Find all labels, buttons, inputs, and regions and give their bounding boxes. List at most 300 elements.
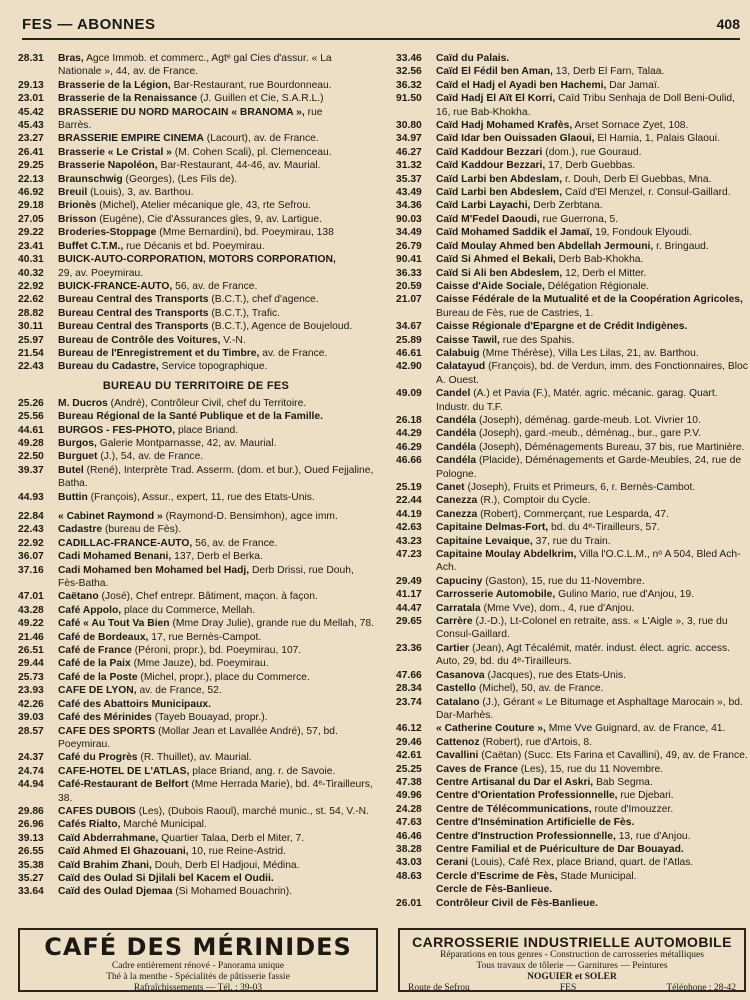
- subscriber-name: Caïd des Oulad Djemaa: [58, 886, 173, 898]
- directory-entry: [18, 550, 374, 563]
- subscriber-details: (Les), 15, rue du 11 Novembre.: [520, 763, 664, 775]
- directory-entry: [18, 751, 374, 764]
- phone-number: 35.37: [396, 173, 422, 185]
- phone-number: 22.43: [18, 361, 44, 373]
- phone-number: 90.03: [396, 213, 422, 225]
- entry-text: [436, 789, 748, 802]
- subscriber-details: V.-N.: [223, 334, 246, 346]
- directory-entry: [18, 132, 374, 145]
- phone-number: 41.17: [396, 589, 422, 601]
- subscriber-details: 37, rue du Train.: [535, 535, 611, 547]
- phone-number: 22.62: [18, 294, 44, 306]
- subscriber-name: Café du Progrès: [58, 752, 138, 764]
- subscriber-details: (B.C.T.), Trafic.: [211, 307, 281, 319]
- subscriber-details: (dom.), rue Gouraud.: [545, 146, 642, 158]
- subscriber-details: place Briand.: [177, 424, 239, 436]
- phone-number: 28.34: [396, 683, 422, 695]
- directory-entry: [18, 617, 374, 630]
- ad-footer: [400, 983, 744, 993]
- directory-list: [396, 52, 748, 910]
- subscriber-name: Caïd du Palais.: [436, 53, 510, 64]
- directory-entry: [18, 604, 374, 617]
- subscriber-details: Quartier Talaa, Derb el Miter, 7.: [161, 832, 305, 844]
- entry-text: [58, 360, 374, 373]
- entry-text: [58, 132, 374, 145]
- subscriber-name: Caïd Larbi ben Abdeslem,: [436, 187, 563, 199]
- phone-number: 30.80: [396, 120, 422, 132]
- subscriber-details: place du Commerce, Mellah.: [124, 604, 256, 616]
- subscriber-name: Caïd Mohamed Saddik el Jamaï,: [436, 227, 593, 239]
- subscriber-name: Caïd el Hadj el Ayadi ben Hachemi,: [436, 79, 607, 91]
- entry-text: [58, 199, 374, 212]
- subscriber-name: Caïd Ahmed El Ghazouani,: [58, 846, 189, 858]
- directory-entry: [18, 818, 374, 831]
- phone-number: 26.41: [18, 146, 44, 158]
- subscriber-details: (Louis), 3, av. Barthou.: [90, 187, 194, 199]
- entry-text: [58, 79, 374, 92]
- directory-entry: [396, 856, 748, 869]
- phone-number: 29.22: [18, 227, 44, 239]
- left-column: [18, 52, 374, 899]
- phone-number: 25.97: [18, 334, 44, 346]
- entry-text: [436, 508, 748, 521]
- directory-entry: [18, 805, 374, 818]
- subscriber-name: Cartier: [436, 642, 470, 654]
- entry-text: [436, 816, 748, 829]
- subscriber-details: (Péroni, propr.), bd. Poeymirau, 107.: [134, 645, 302, 657]
- directory-entry: [396, 803, 748, 816]
- subscriber-details: Agce Immob. et commerc., Agtᵉ gal Cies d'assur. « La Nationale », 44, av. de France.: [58, 53, 332, 78]
- subscriber-name: Centre Artisanal du Dar el Askri,: [436, 776, 594, 788]
- subscriber-details: (Mme Thérèse), Villa Les Lilas, 21, av. Barthou.: [482, 347, 699, 359]
- entry-text: [436, 722, 748, 735]
- entry-text: [58, 604, 374, 617]
- phone-number: 22.84: [18, 511, 44, 522]
- ad-line: Cadre entièrement rénové - Panorama unique: [111, 961, 285, 971]
- subscriber-name: Brasserie « Le Cristal »: [58, 146, 172, 158]
- directory-entry: [18, 491, 374, 504]
- directory-entry: [18, 424, 374, 437]
- subscriber-details: (R.), Comptoir du Cycle.: [480, 495, 591, 507]
- subscriber-name: Caïd El Fédil ben Aman,: [436, 66, 553, 78]
- subscriber-details: Douh, Derb El Hadjoui, Médina.: [154, 859, 300, 871]
- subscriber-name: Candéla: [436, 441, 477, 453]
- directory-entry: [18, 159, 374, 172]
- subscriber-details: (Jacques), rue des Etats-Unis.: [487, 669, 627, 681]
- phone-number: 26.55: [18, 846, 44, 858]
- subscriber-name: Caïd Abderrahmane,: [58, 832, 159, 844]
- subscriber-details: (Joseph), gard.-meub., déménag., bur., gare P.V.: [478, 428, 702, 440]
- entry-text: [58, 92, 374, 105]
- entry-text: [436, 870, 748, 883]
- subscriber-name: « Cabinet Raymond »: [58, 511, 163, 522]
- directory-entry: [18, 267, 374, 280]
- directory-entry: [18, 684, 374, 697]
- subscriber-details: Bab Segma.: [596, 776, 653, 788]
- entry-text: [436, 387, 748, 414]
- phone-number: 29.49: [396, 575, 422, 587]
- entry-text: [436, 334, 748, 347]
- subscriber-details: (Gaston), 15, rue du 11-Novembre.: [485, 575, 645, 587]
- subscriber-name: Bureau Central des Transports: [58, 321, 209, 333]
- entry-text: [58, 307, 374, 320]
- phone-number: 46.46: [396, 830, 422, 842]
- phone-number: 30.11: [18, 321, 44, 333]
- directory-entry: [18, 397, 374, 410]
- entry-text: [436, 79, 748, 92]
- subscriber-details: 19, Fondouk Elyoudi.: [595, 227, 692, 239]
- subscriber-details: (Joseph), Fruits et Primeurs, 6, r. Bernès-Cambot.: [467, 482, 696, 493]
- ad-line: Thé à la menthe - Spécialités de pâtisserie fassie: [106, 972, 290, 982]
- subscriber-name: Candéla: [436, 414, 477, 426]
- phone-number: 47.23: [396, 549, 422, 561]
- subscriber-details: Derb Zerbtana.: [533, 200, 603, 212]
- entry-text: [436, 414, 748, 427]
- subscriber-name: Caves de France: [436, 763, 518, 775]
- subscriber-details: (Michel), Atelier mécanique gle, 43, rte Sefrou.: [99, 200, 311, 212]
- subscriber-details: Délégation Régionale.: [547, 280, 650, 292]
- phone-number: 29.18: [18, 200, 44, 212]
- phone-number: 25.73: [18, 671, 44, 683]
- directory-entry: [396, 159, 748, 172]
- subscriber-details: El Hamia, 1, Palais Glaoui.: [597, 133, 720, 145]
- subscriber-details: Gulino Mario, rue d'Anjou, 19.: [558, 589, 694, 601]
- subscriber-name: BUICK-AUTO-CORPORATION, MOTORS CORPORATION,: [58, 254, 336, 266]
- directory-entry: [396, 494, 748, 507]
- directory-entry: [18, 510, 374, 523]
- subscriber-name: Capitaine Delmas-Fort,: [436, 522, 549, 534]
- subscriber-details: (J.), 54, av. de France.: [100, 451, 204, 463]
- directory-entry: [396, 736, 748, 749]
- directory-entry: [396, 253, 748, 266]
- phone-number: 43.49: [396, 187, 422, 199]
- phone-number: 46.92: [18, 187, 44, 199]
- subscriber-name: CAFE-HOTEL DE L'ATLAS,: [58, 765, 190, 777]
- subscriber-name: Capuciny: [436, 575, 483, 587]
- subscriber-name: Brionès: [58, 200, 97, 212]
- subscriber-name: Brasserie Napoléon,: [58, 160, 158, 172]
- entry-text: [58, 671, 374, 684]
- page-header: [22, 14, 740, 40]
- phone-number: 44.93: [18, 491, 44, 503]
- subscriber-name: Bras,: [58, 53, 84, 64]
- entry-text: [436, 360, 748, 387]
- directory-entry: [18, 347, 374, 360]
- subscriber-name: CAFE DES SPORTS: [58, 725, 156, 737]
- subscriber-details: r. Bringaud.: [656, 240, 709, 252]
- subscriber-name: Burguet: [58, 451, 98, 463]
- advertisement-cafe-des-merinides: [18, 928, 378, 992]
- entry-text: [58, 885, 374, 898]
- entry-text: [436, 588, 748, 601]
- subscriber-details: (Mme Bernardini), bd. Poeymirau, 138: [159, 227, 334, 239]
- directory-entry: [396, 320, 748, 333]
- subscriber-details: av. de France.: [262, 347, 328, 359]
- phone-number: 37.16: [18, 564, 44, 576]
- subscriber-name: Caëtano: [58, 591, 99, 603]
- entry-text: [436, 535, 748, 548]
- directory-entry: [18, 872, 374, 885]
- phone-number: 47.66: [396, 669, 422, 681]
- subscriber-details: place Briand, ang. r. de Savoie.: [192, 765, 336, 777]
- subscriber-name: Candéla: [436, 455, 477, 467]
- subscriber-name: Caïd M'Fedel Daoudi,: [436, 213, 540, 225]
- entry-text: [436, 883, 748, 896]
- directory-entry: [396, 789, 748, 802]
- phone-number: 42.26: [18, 698, 44, 710]
- subscriber-details: (Lacourt), av. de France.: [206, 133, 319, 145]
- entry-text: [436, 749, 748, 762]
- ad-city: FES: [559, 983, 577, 993]
- subscriber-name: Cattenoz: [436, 736, 480, 748]
- entry-text: [58, 267, 374, 280]
- directory-entry: [18, 334, 374, 347]
- subscriber-name: Capitaine Moulay Abdelkrim,: [436, 549, 577, 561]
- directory-entry: [396, 186, 748, 199]
- entry-text: [58, 859, 374, 872]
- subscriber-name: Centre d'Insémination Artificielle de Fès.: [436, 817, 635, 829]
- entry-text: [436, 441, 748, 454]
- entry-text: [58, 119, 374, 132]
- subscriber-name: Caïd Kaddour Bezzari: [436, 146, 543, 158]
- directory-entry: [18, 173, 374, 186]
- phone-number: 29.13: [18, 79, 44, 91]
- directory-entry: [18, 293, 374, 306]
- subscriber-name: Café de la Paix: [58, 658, 131, 670]
- subscriber-name: Café des Abattoirs Municipaux.: [58, 698, 211, 710]
- subscriber-details: (Raymond-D. Bensimhon), agce imm.: [165, 511, 338, 522]
- entry-text: [58, 617, 374, 630]
- subscriber-details: Derb Drissi, rue Douh, Fès-Batha.: [58, 564, 354, 590]
- subscriber-details: (Louis), Café Rex, place Briand, quart. de l'Atlas.: [470, 857, 694, 869]
- directory-entry: [396, 763, 748, 776]
- phone-number: 23.36: [396, 642, 422, 654]
- phone-number: 26.01: [396, 897, 422, 909]
- subscriber-name: Centre de Télécommunications,: [436, 803, 592, 815]
- phone-number: 42.90: [396, 361, 422, 373]
- phone-number: 25.89: [396, 334, 422, 346]
- directory-entry: [18, 79, 374, 92]
- entry-text: [436, 642, 748, 669]
- phone-number: 32.56: [396, 66, 422, 78]
- directory-entry: [18, 320, 374, 333]
- entry-text: [58, 397, 374, 410]
- subscriber-details: Caïd d'El Menzel, r. Consul-Gaillard.: [564, 187, 731, 199]
- entry-text: [436, 65, 748, 78]
- entry-text: [436, 897, 748, 910]
- entry-text: [436, 615, 748, 642]
- subscriber-name: Butel: [58, 464, 84, 476]
- directory-entry: [18, 146, 374, 159]
- directory-entry: [396, 696, 748, 723]
- entry-text: [436, 226, 748, 239]
- entry-text: [58, 146, 374, 159]
- subscriber-details: (Tayeb Bouayad, propr.).: [154, 712, 268, 724]
- entry-text: [436, 92, 748, 119]
- subscriber-details: Mme Vve Guignard, av. de France, 41.: [548, 723, 726, 735]
- phone-number: 24.28: [396, 803, 422, 815]
- subscriber-details: (René), Interprète Trad. Asserm. (dom. et bur.), Oued Fejjaline, Batha.: [58, 464, 374, 490]
- entry-text: [58, 450, 374, 463]
- directory-entry: [18, 778, 374, 805]
- subscriber-name: Centre d'Instruction Professionnelle,: [436, 830, 616, 842]
- entry-text: [436, 843, 748, 856]
- subscriber-name: Centre d'Orientation Professionnelle,: [436, 790, 618, 802]
- directory-entry: [18, 240, 374, 253]
- ad-title: CARROSSERIE INDUSTRIELLE AUTOMOBILE: [412, 934, 732, 950]
- directory-entry: [18, 725, 374, 752]
- phone-number: 21.54: [18, 347, 44, 359]
- phone-number: 45.42: [18, 106, 44, 118]
- phone-number: 35.27: [18, 872, 44, 884]
- subscriber-name: Caisse Fédérale de la Mutualité et de la Coopération Agricoles,: [436, 294, 743, 306]
- subscriber-name: Cavallini: [436, 750, 479, 762]
- directory-entry: [396, 240, 748, 253]
- subscriber-name: Caïd Moulay Ahmed ben Abdellah Jermouni,: [436, 240, 654, 252]
- phone-number: 20.59: [396, 280, 422, 292]
- ad-phone: Téléphone : 28-42: [666, 983, 736, 993]
- subscriber-name: Canezza: [436, 495, 478, 507]
- phone-number: 39.03: [18, 712, 44, 724]
- entry-text: [436, 575, 748, 588]
- subscriber-name: Candéla: [436, 428, 477, 440]
- subscriber-details: 10, rue Reine-Astrid.: [191, 846, 286, 858]
- entry-text: [58, 293, 374, 306]
- directory-entry: [18, 280, 374, 293]
- subscriber-name: Canezza: [436, 508, 478, 520]
- phone-number: 23.01: [18, 93, 44, 105]
- phone-number: 47.63: [396, 817, 422, 829]
- advertisement-carrosserie: [398, 928, 746, 992]
- subscriber-details: Caïd Tribu Senhaja de Doll Beni-Oulid, 16, rue Bab-Khokha.: [436, 93, 735, 118]
- subscriber-details: Marché Municipal.: [123, 819, 207, 831]
- entry-text: [436, 199, 748, 212]
- subscriber-details: (José), Chef entrepr. Bâtiment, maçon. à façon.: [101, 591, 318, 603]
- subscriber-name: Capitaine Levaique,: [436, 535, 533, 547]
- phone-number: 40.32: [18, 267, 44, 279]
- directory-entry: [18, 711, 374, 724]
- entry-text: [436, 830, 748, 843]
- subscriber-details: Derb Bab-Khokha.: [558, 254, 644, 266]
- subscriber-details: (Joseph), déménag. garde-meub. Lot. Vivrier 10.: [478, 414, 701, 426]
- phone-number: 25.56: [18, 411, 44, 423]
- directory-entry: [396, 387, 748, 414]
- directory-entry: [396, 92, 748, 119]
- phone-number: 29.46: [396, 736, 422, 748]
- subscriber-details: Dar Jamaï.: [609, 79, 660, 91]
- subscriber-name: CAFE DE LYON,: [58, 685, 137, 697]
- phone-number: 49.09: [396, 388, 422, 400]
- subscriber-name: Centre Familial et de Puériculture de Dar Bouayad.: [436, 843, 684, 855]
- phone-number: 49.96: [396, 790, 422, 802]
- subscriber-name: BRASSERIE EMPIRE CINEMA: [58, 133, 204, 145]
- directory-entry: [18, 885, 374, 898]
- subscriber-details: (J. Guillen et Cie, S.A.R.L.): [199, 93, 324, 105]
- phone-number: 34.49: [396, 227, 422, 239]
- subscriber-name: BRASSERIE DU NORD MAROCAIN « BRANOMA »,: [58, 106, 305, 118]
- phone-number: 36.07: [18, 551, 44, 563]
- phone-number: 25.19: [396, 482, 422, 493]
- subscriber-name: Calabuig: [436, 347, 480, 359]
- subscriber-details: rue Djebari.: [620, 790, 674, 802]
- subscriber-details: (Georges), (Les Fils de).: [125, 173, 238, 185]
- subscriber-name: M. Ducros: [58, 397, 108, 409]
- directory-entry: [396, 535, 748, 548]
- subscriber-name: Carrère: [436, 616, 473, 628]
- entry-text: [58, 320, 374, 333]
- entry-text: [58, 778, 374, 805]
- subscriber-details: Bar-Restaurant, rue Bourdonneau.: [173, 79, 332, 91]
- phone-number: 34.36: [396, 200, 422, 212]
- directory-entry: [396, 119, 748, 132]
- subscriber-details: (Caëtan) (Succ. Ets Farina et Cavallini), 49, av. de France.: [481, 750, 748, 762]
- entry-text: [58, 410, 374, 423]
- entry-text: [436, 267, 748, 280]
- phone-number: 35.38: [18, 859, 44, 871]
- subscriber-name: Caïd Hadj El Aït El Korri,: [436, 93, 556, 105]
- phone-number: [396, 883, 436, 896]
- entry-text: [58, 186, 374, 199]
- phone-number: 31.32: [396, 160, 422, 172]
- directory-entry: [396, 588, 748, 601]
- entry-text: [436, 682, 748, 695]
- directory-entry: [18, 106, 374, 119]
- directory-entry: [396, 521, 748, 534]
- directory-entry: [396, 347, 748, 360]
- directory-entry: [396, 722, 748, 735]
- subscriber-name: Caïd Kaddour Bezzari,: [436, 160, 546, 172]
- phone-number: 22.13: [18, 173, 44, 185]
- phone-number: 26.79: [396, 240, 422, 252]
- entry-text: [436, 253, 748, 266]
- subscriber-name: Cadi Mohamed ben Mohamed bel Hadj,: [58, 564, 250, 576]
- phone-number: 28.57: [18, 725, 44, 737]
- phone-number: 38.28: [396, 843, 422, 855]
- phone-number: 91.50: [396, 93, 422, 105]
- phone-number: 28.31: [18, 53, 44, 64]
- directory-entry: [18, 92, 374, 105]
- entry-text: [436, 280, 748, 293]
- entry-text: [58, 226, 374, 239]
- entry-text: [436, 494, 748, 507]
- subscriber-name: Café de la Poste: [58, 671, 138, 683]
- directory-entry: [396, 213, 748, 226]
- directory-entry: [396, 280, 748, 293]
- subscriber-name: Contrôleur Civil de Fès-Banlieue.: [436, 897, 598, 909]
- subscriber-name: Bureau du Cadastre,: [58, 361, 159, 373]
- phone-number: 29.44: [18, 658, 44, 670]
- entry-text: [436, 293, 748, 320]
- directory-entry: [396, 414, 748, 427]
- subscriber-name: Catalano: [436, 696, 480, 708]
- phone-number: 43.23: [396, 535, 422, 547]
- entry-text: [436, 427, 748, 440]
- subscriber-details: Bar-Restaurant, 44-46, av. Maurial.: [160, 160, 321, 172]
- entry-text: [58, 523, 374, 536]
- phone-number: 36.33: [396, 267, 422, 279]
- entry-text: [58, 872, 374, 885]
- directory-entry: [396, 267, 748, 280]
- entry-text: [436, 521, 748, 534]
- subscriber-name: Brisson: [58, 213, 97, 225]
- page-title: FES — ABONNES: [22, 16, 156, 33]
- subscriber-details: (A.) et Pavia (F.), Matér. agric. mécanic. garag. Quart. Industr. du T.F.: [436, 388, 718, 413]
- subscriber-details: av. de France, 52.: [139, 685, 222, 697]
- phone-number: 44.19: [396, 508, 422, 520]
- directory-entry: [396, 669, 748, 682]
- entry-text: [436, 454, 748, 481]
- directory-entry: [396, 870, 748, 883]
